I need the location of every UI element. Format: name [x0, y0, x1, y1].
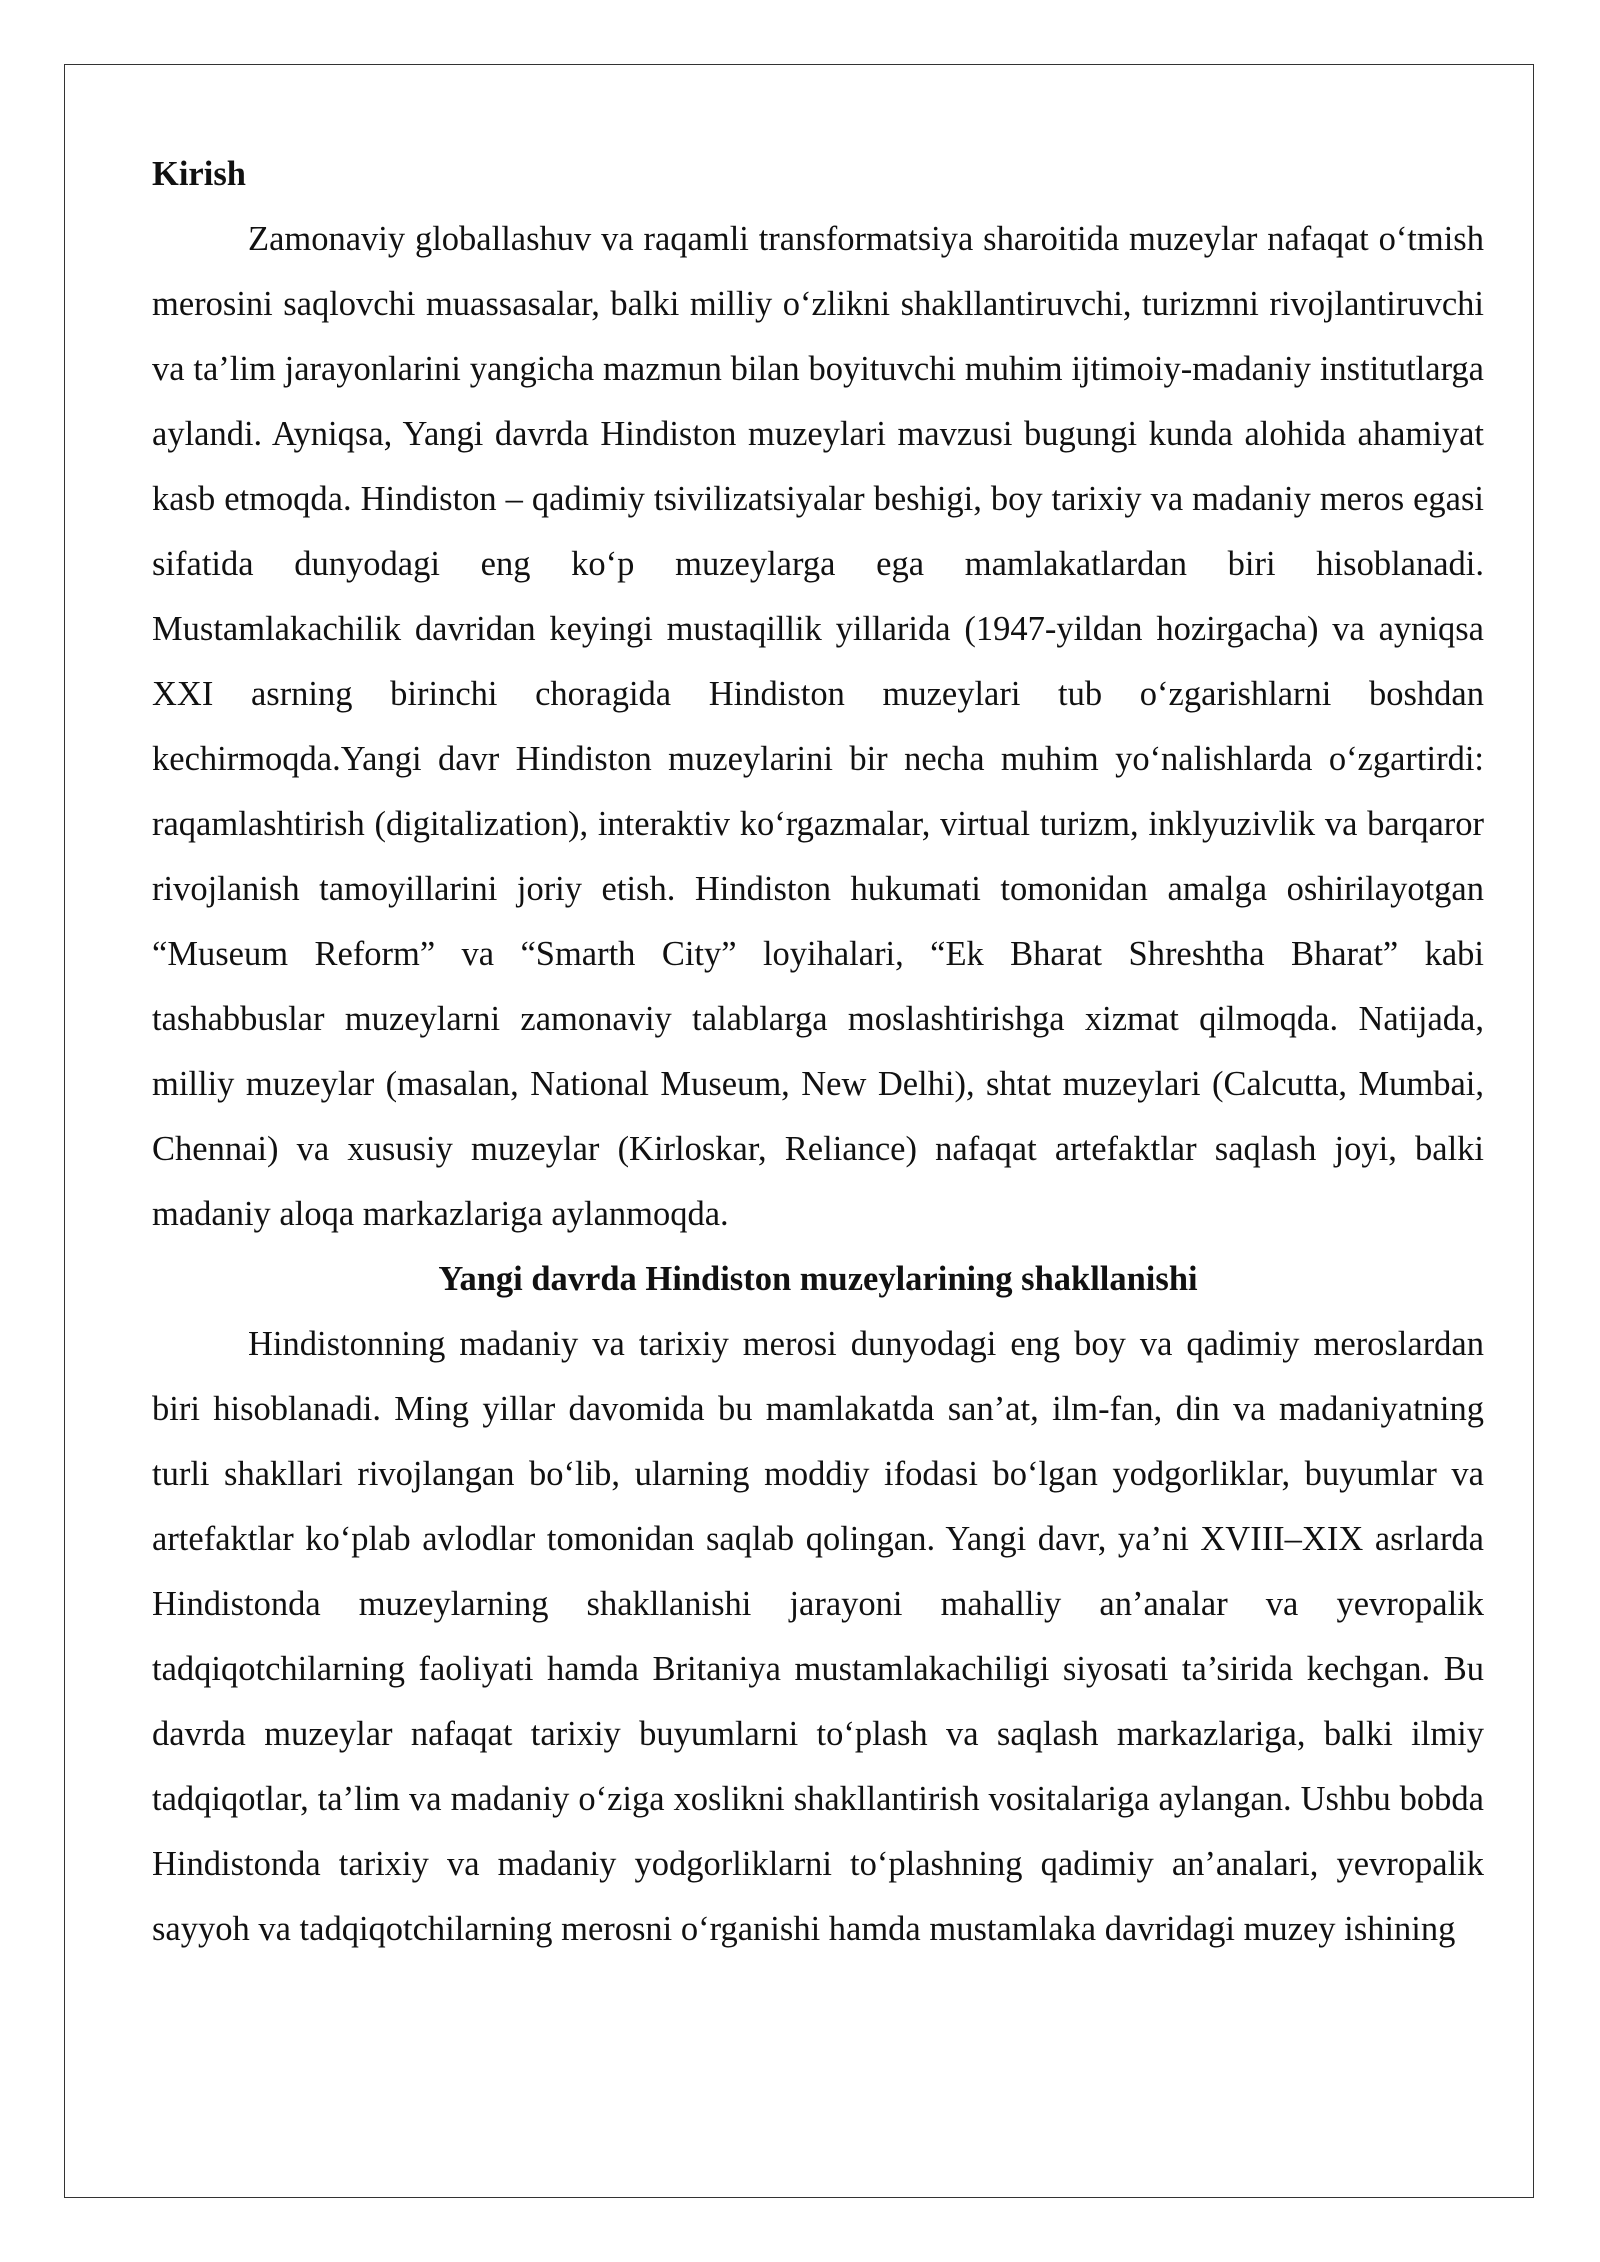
document-body	[152, 142, 1484, 1962]
section-heading-museum-formation: Yangi davrda Hindiston muzeylarining shakllanishi	[438, 1260, 1198, 1298]
paragraph-museum-formation: Hindistonning madaniy va tarixiy merosi dunyodagi eng boy va qadimiy meroslardan biri hisoblanadi. Ming yillar davomida bu mamlakatda san’at, ilm-fan, din va madaniyatning turli shakllari rivojlangan bo‘lib, ularning moddiy ifodasi bo‘lgan yodgorliklar, buyumlar va artefaktlar ko‘plab avlodlar tomonidan saqlab qolingan. Yangi davr, ya’ni XVIII–XIX asrlarda Hindistonda muzeylarning shakllanishi jarayoni mahalliy an’analar va yevropalik tadqiqotchilarning faoliyati hamda Britaniya mustamlakachiligi siyosati ta’sirida kechgan. Bu davrda muzeylar nafaqat tarixiy buyumlarni to‘plash va saqlash markazlariga, balki ilmiy tadqiqotlar, ta’lim va madaniy o‘ziga xoslikni shakllantirish vositalariga aylangan. Ushbu bobda Hindistonda tarixiy va madaniy yodgorliklarni to‘plashning qadimiy an’analari, yevropalik sayyoh va tadqiqotchilarning merosni o‘rganishi hamda mustamlaka davridagi muzey ishining	[152, 1325, 1484, 1948]
paragraph-introduction: Zamonaviy globallashuv va raqamli transformatsiya sharoitida muzeylar nafaqat o‘tmish merosini saqlovchi muassasalar, balki milliy o‘zlikni shakllantiruvchi, turizmni rivojlantiruvchi va ta’lim jarayonlarini yangicha mazmun bilan boyituvchi muhim ijtimoiy-madaniy institutlarga aylandi. Ayniqsa, Yangi davrda Hindiston muzeylari mavzusi bugungi kunda alohida ahamiyat kasb etmoqda. Hindiston – qadimiy tsivilizatsiyalar beshigi, boy tarixiy va madaniy meros egasi sifatida dunyodagi eng ko‘p muzeylarga ega mamlakatlardan biri hisoblanadi. Mustamlakachilik davridan keyingi mustaqillik yillarida (1947-yildan hozirgacha) va ayniqsa XXI asrning birinchi choragida Hindiston muzeylari tub o‘zgarishlarni boshdan kechirmoqda.Yangi davr Hindiston muzeylarini bir necha muhim yo‘nalishlarda o‘zgartirdi: raqamlashtirish (digitalization), interaktiv ko‘rgazmalar, virtual turizm, inklyuzivlik va barqaror rivojlanish tamoyillarini joriy etish. Hindiston hukumati tomonidan amalga oshirilayotgan “Museum Reform” va “Smarth City” loyihalari, “Ek Bharat Shreshtha Bharat” kabi tashabbuslar muzeylarni zamonaviy talablarga moslashtirishga xizmat qilmoqda. Natijada, milliy muzeylar (masalan, National Museum, New Delhi), shtat muzeylari (Calcutta, Mumbai, Chennai) va xususiy muzeylar (Kirloskar, Reliance) nafaqat artefaktlar saqlash joyi, balki madaniy aloqa markazlariga aylanmoqda.	[152, 220, 1484, 1233]
section-heading-kirish: Kirish	[152, 155, 246, 193]
